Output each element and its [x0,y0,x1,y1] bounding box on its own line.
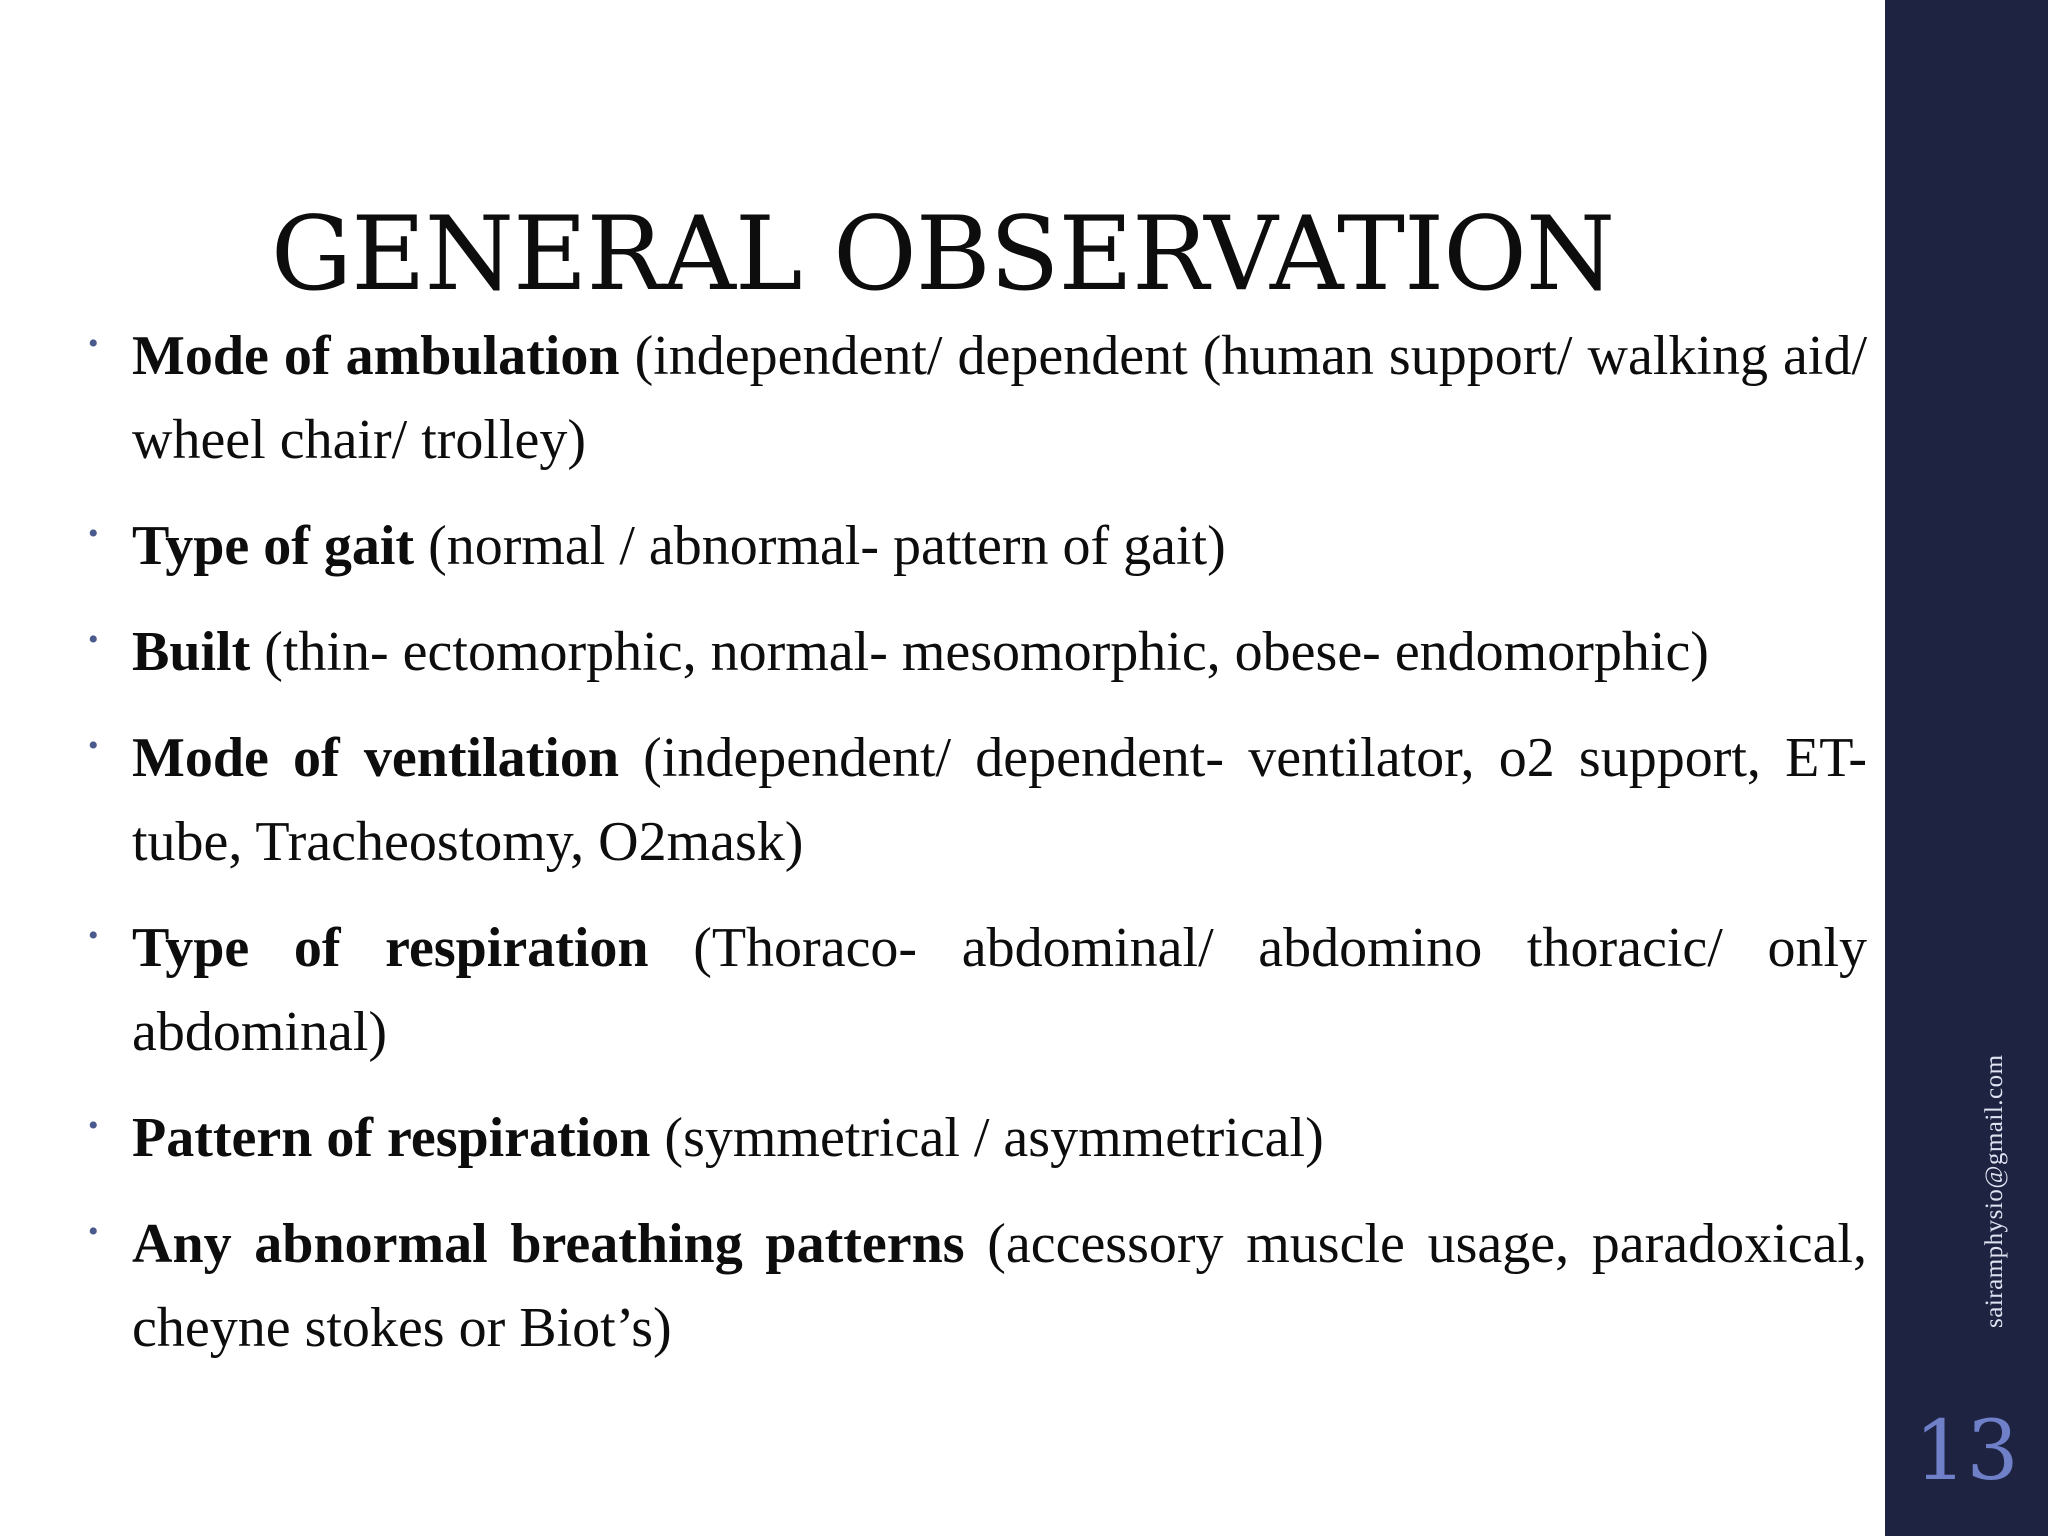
bullet-term: Type of respiration [132,917,649,979]
bullet-term: Mode of ambulation [132,325,620,387]
bullet-detail: (independent/ dependent- ventilator, o2 support, ET- tube, Tracheostomy, O2mask) [132,727,1868,873]
bullet-term: Built [132,621,251,683]
list-item [85,610,1867,694]
bullet-icon: • [88,1215,99,1248]
bullet-term: Mode of ventilation [132,727,619,789]
bullet-icon: • [88,623,99,656]
page-number: 13 [1914,1404,2019,1499]
bullet-icon: • [88,327,99,360]
bullet-detail: (symmetrical / asymmetrical) [664,1107,1324,1169]
bullet-detail: (thin- ectomorphic, normal- mesomorphic, obese- endomorphic) [264,621,1709,683]
bullet-icon: • [88,919,99,952]
slide-title: GENERAL OBSERVATION [270,195,1615,315]
author-email: sairamphysio@gmail.com [1981,1054,2008,1328]
bullet-detail: (independent/ dependent (human support/ walking aid/ wheel chair/ trolley) [132,325,1867,471]
bullet-icon: • [88,517,99,550]
list-item [85,504,1867,588]
list-item [85,1096,1867,1180]
bullet-detail: (accessory muscle usage, paradoxical, cheyne stokes or Biot’s) [132,1213,1867,1359]
bullet-detail: (Thoraco- abdominal/ abdomino thoracic/ only abdominal) [132,917,1868,1063]
list-item [85,1202,1867,1370]
list-item [85,716,1867,884]
list-item [85,906,1867,1074]
bullet-list [85,314,1867,1392]
bullet-icon: • [88,729,99,762]
bullet-icon: • [88,1109,99,1142]
list-item [85,314,1867,482]
bullet-term: Pattern of respiration [132,1107,651,1169]
bullet-detail: (normal / abnormal- pattern of gait) [428,515,1226,577]
sidebar-panel [1885,0,2048,1536]
bullet-term: Type of gait [132,515,415,577]
bullet-term: Any abnormal breathing patterns [132,1213,965,1275]
